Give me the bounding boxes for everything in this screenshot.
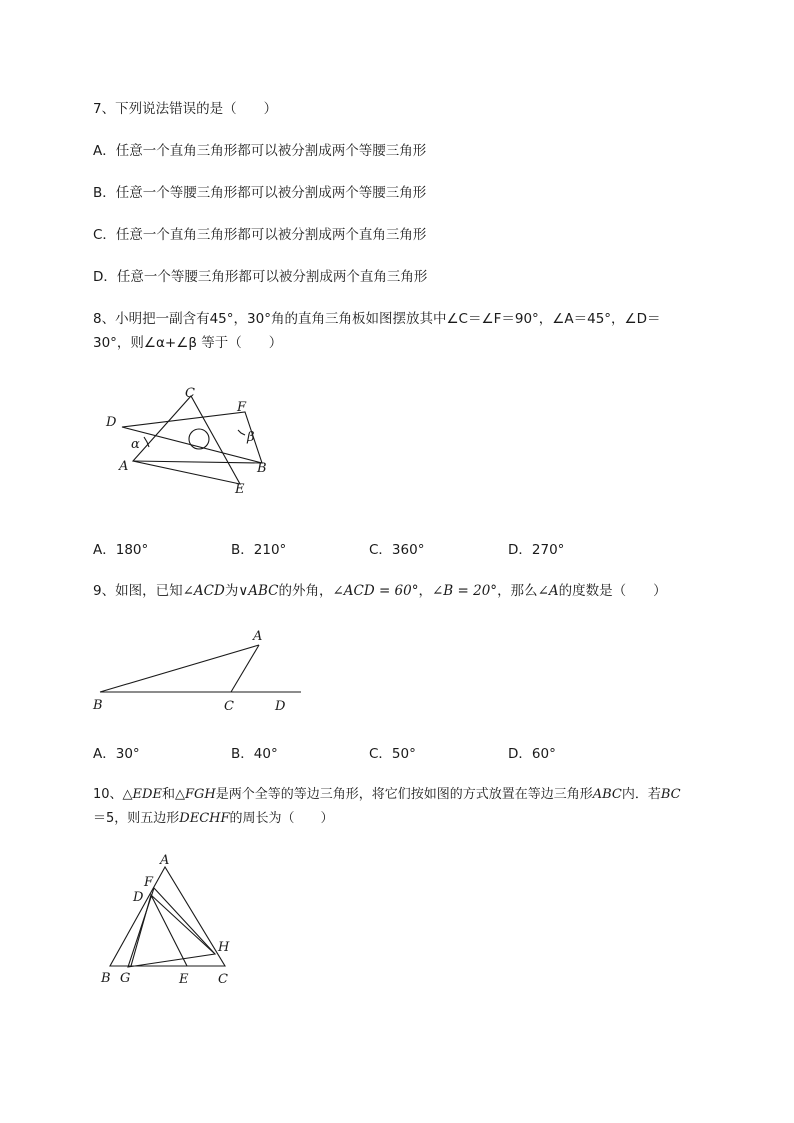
- q10-label-f: F: [144, 875, 154, 890]
- q8-option-a: A．180°: [93, 542, 149, 558]
- q10-triangle-abc-shape: [110, 867, 225, 966]
- q8-stem-part1: 8、小明把一副含有45°，30°角的直角三角板如图摆放其中: [93, 311, 447, 327]
- q10-label-g: G: [120, 971, 131, 986]
- q9-stem-part9: ，那么: [497, 583, 538, 599]
- q10-label-d: D: [133, 890, 144, 905]
- q8-beta-arc: [238, 430, 245, 435]
- q9-angle-acd-value: ∠ACD = 60°: [332, 583, 419, 599]
- q8-label-alpha: α: [131, 437, 140, 452]
- q8-label-b: B: [257, 461, 267, 476]
- q8-triangle-ace: [133, 396, 240, 484]
- q10-stem-line1: [93, 786, 681, 804]
- q10-segment-dh: [151, 895, 215, 954]
- q9-stem: [93, 582, 667, 600]
- q8-option-c: C．360°: [369, 542, 425, 558]
- q9-stem-part1: 9、如图，已知: [93, 583, 183, 599]
- q9-angle-b-value: ∠B = 20°: [432, 583, 498, 599]
- q8-label-a: A: [119, 459, 129, 474]
- q10-segment-bc: BC: [660, 787, 681, 802]
- q9-option-d: D．60°: [508, 746, 556, 762]
- q10-label-h: H: [218, 940, 230, 955]
- q10-triangle-deh: [131, 895, 187, 966]
- q9-figure: [88, 625, 308, 720]
- q8-label-f: F: [237, 400, 247, 415]
- q8-figure: [100, 380, 280, 500]
- q8-label-d: D: [106, 415, 117, 430]
- q8-label-e: E: [235, 482, 245, 497]
- q8-label-beta: β: [247, 430, 255, 445]
- q10-triangle-abc: ABC: [592, 787, 622, 802]
- q10-stem-line2: [93, 810, 334, 828]
- q8-segment-ab: [133, 461, 262, 463]
- q9-triangle-abc: ∨ABC: [238, 583, 279, 599]
- q9-label-b: B: [93, 698, 103, 713]
- q9-option-b: B．40°: [231, 746, 278, 762]
- q10-pentagon-dechf: DECHF: [179, 811, 230, 826]
- q7-option-b: B．任意一个等腰三角形都可以被分割成两个等腰三角形: [93, 185, 427, 201]
- q8-stem-line2: 30°，则∠α+∠β 等于（ ）: [93, 335, 283, 351]
- q9-angle-acd: ∠ACD: [182, 583, 225, 599]
- q10-triangle-fgh: △FGH: [174, 787, 216, 802]
- q9-label-a: A: [253, 629, 263, 644]
- q10-stem-part11: 的周长为（ ）: [229, 811, 334, 826]
- q8-triangle-dfb: [122, 412, 262, 463]
- q8-stem-line1: [93, 310, 661, 328]
- q7-stem: 7、下列说法错误的是（ ）: [93, 101, 278, 117]
- q7-option-a: A．任意一个直角三角形都可以被分割成两个等腰三角形: [93, 143, 427, 159]
- q10-label-c: C: [218, 972, 228, 987]
- q9-label-d: D: [275, 699, 286, 714]
- q8-circle: [189, 429, 209, 449]
- q8-option-d: D．270°: [508, 542, 565, 558]
- q7-option-d: D．任意一个等腰三角形都可以被分割成两个直角三角形: [93, 269, 428, 285]
- q9-angle-a: ∠A: [537, 583, 559, 599]
- q10-label-b: B: [101, 971, 111, 986]
- q9-stem-part3: 为: [224, 583, 239, 599]
- q9-stem-part11: 的度数是（ ）: [558, 583, 667, 599]
- q9-option-a: A．30°: [93, 746, 140, 762]
- q9-label-c: C: [224, 699, 234, 714]
- q10-stem-part1: 10、: [93, 787, 123, 802]
- q10-label-a: A: [160, 853, 170, 868]
- q7-option-c: C．任意一个直角三角形都可以被分割成两个直角三角形: [93, 227, 427, 243]
- q9-option-c: C．50°: [369, 746, 416, 762]
- q9-stem-part7: ，: [418, 583, 432, 599]
- q10-stem-part7: 内．若: [621, 787, 661, 802]
- q8-option-b: B．210°: [231, 542, 287, 558]
- q10-triangle-ede: △EDE: [122, 787, 162, 802]
- q10-stem-part9: ＝5，则五边形: [93, 811, 180, 826]
- q10-stem-part3: 和: [161, 787, 175, 802]
- q8-stem-part2: ∠C＝∠F＝90°，∠A＝45°，∠D＝: [446, 311, 661, 327]
- q10-label-e: E: [179, 972, 189, 987]
- q10-figure: [95, 850, 245, 990]
- q8-label-c: C: [185, 386, 195, 401]
- q9-stem-part5: 的外角，: [278, 583, 333, 599]
- q10-stem-part5: 是两个全等的等边三角形，将它们按如图的方式放置在等边三角形: [215, 787, 593, 802]
